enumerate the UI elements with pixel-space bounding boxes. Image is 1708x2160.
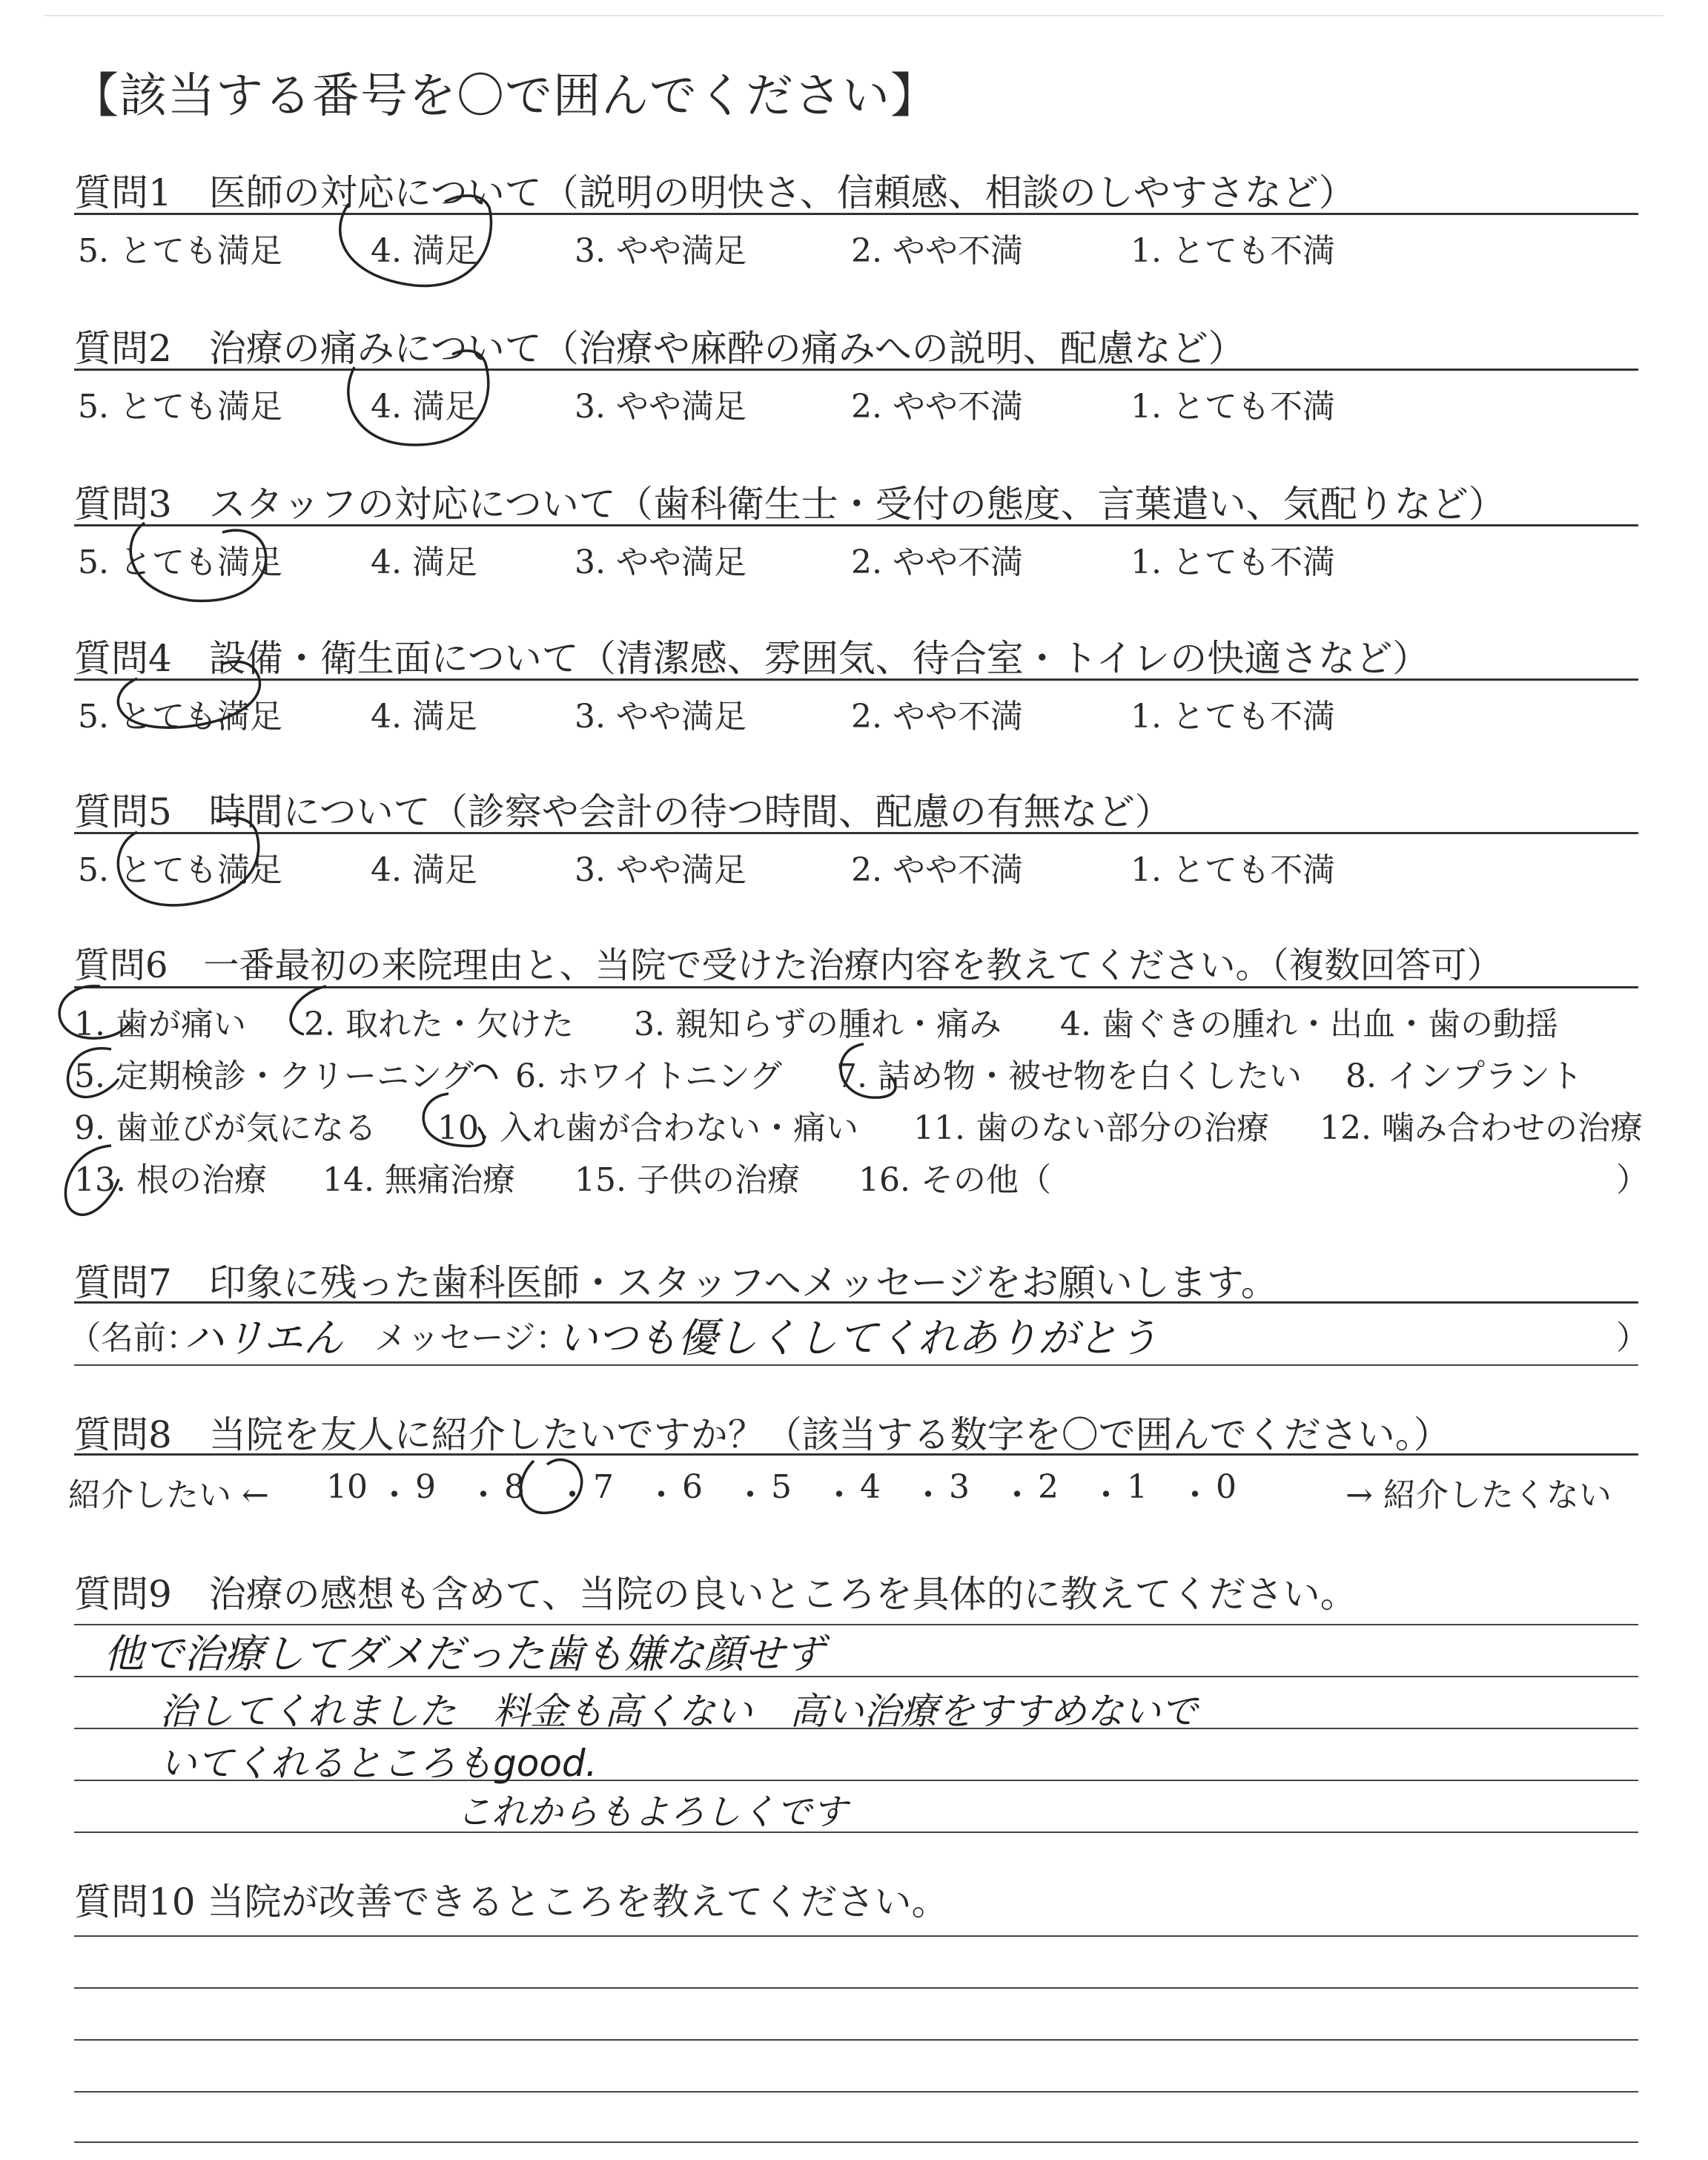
q8-scale-dot: ・ bbox=[912, 1476, 944, 1514]
q6-option-6[interactable]: 6. ホワイトニング bbox=[515, 1057, 783, 1095]
q8-right-label: → 紹介したくない bbox=[1345, 1476, 1612, 1514]
q5-option-2[interactable]: 2. やや不満 bbox=[851, 851, 1023, 889]
q2-option-3[interactable]: 3. やや満足 bbox=[575, 388, 747, 426]
q6-option-13[interactable]: 13. 根の治療 bbox=[74, 1161, 267, 1199]
q2-rule bbox=[74, 369, 1638, 371]
q7-name-value[interactable]: ハリエん bbox=[184, 1315, 343, 1361]
q2-title: 質問2 治療の痛みについて（治療や麻酔の痛みへの説明、配慮など） bbox=[74, 327, 1245, 370]
q8-scale-dot: ・ bbox=[467, 1476, 500, 1514]
q5-option-3[interactable]: 3. やや満足 bbox=[575, 851, 747, 889]
q8-scale-9[interactable]: 9 bbox=[415, 1468, 436, 1506]
q1-option-3[interactable]: 3. やや満足 bbox=[575, 232, 747, 270]
q6-option-10[interactable]: 10. 入れ歯が合わない・痛い bbox=[437, 1109, 858, 1147]
q4-option-3[interactable]: 3. やや満足 bbox=[575, 698, 747, 736]
q8-title: 質問8 当院を友人に紹介したいですか？（該当する数字を〇で囲んでください。） bbox=[74, 1413, 1451, 1456]
q4-option-5[interactable]: 5. とても満足 bbox=[78, 698, 282, 736]
q8-scale-7[interactable]: 7 bbox=[593, 1468, 614, 1506]
q6-title: 質問6 一番最初の来院理由と、当院で受けた治療内容を教えてください。（複数回答可） bbox=[74, 945, 1503, 986]
q6-rule bbox=[74, 986, 1638, 988]
q4-option-4[interactable]: 4. 満足 bbox=[371, 698, 477, 736]
q3-option-3[interactable]: 3. やや満足 bbox=[575, 544, 747, 581]
q6-option-7[interactable]: 7. 詰め物・被せ物を白くしたい bbox=[836, 1057, 1302, 1095]
q8-scale-8[interactable]: 8 bbox=[504, 1468, 525, 1506]
q6-option-15[interactable]: 15. 子供の治療 bbox=[575, 1161, 800, 1199]
q3-option-5[interactable]: 5. とても満足 bbox=[78, 544, 282, 581]
q8-scale-10[interactable]: 10 bbox=[326, 1468, 368, 1506]
q8-scale-dot: ・ bbox=[823, 1476, 855, 1514]
q8-scale-dot: ・ bbox=[645, 1476, 678, 1514]
q1-option-5[interactable]: 5. とても満足 bbox=[78, 232, 282, 270]
q10-title: 質問10 当院が改善できるところを教えてください。 bbox=[74, 1880, 949, 1923]
q2-option-5[interactable]: 5. とても満足 bbox=[78, 388, 282, 426]
q7-message-value[interactable]: いつも優しくしてくれありがとう bbox=[557, 1315, 1158, 1361]
q8-scale-dot: ・ bbox=[1090, 1476, 1122, 1514]
q2-option-2[interactable]: 2. やや不満 bbox=[851, 388, 1023, 426]
q7-name-label: （名前： bbox=[68, 1319, 199, 1357]
q7-close: ） bbox=[1616, 1319, 1649, 1357]
q5-option-5[interactable]: 5. とても満足 bbox=[78, 851, 282, 889]
q5-option-4[interactable]: 4. 満足 bbox=[371, 851, 477, 889]
q8-scale-5[interactable]: 5 bbox=[771, 1468, 792, 1506]
q8-scale-dot: ・ bbox=[1001, 1476, 1033, 1514]
q4-rule bbox=[74, 678, 1638, 681]
q4-title: 質問4 設備・衛生面について（清潔感、雰囲気、待合室・トイレの快適さなど） bbox=[74, 637, 1430, 680]
q7-rule bbox=[74, 1301, 1638, 1304]
q8-scale-3[interactable]: 3 bbox=[949, 1468, 970, 1506]
q6-option-11[interactable]: 11. 歯のない部分の治療 bbox=[913, 1109, 1269, 1147]
q10-line-5 bbox=[74, 2141, 1638, 2143]
q8-scale-dot: ・ bbox=[734, 1476, 767, 1514]
q6-option-14[interactable]: 14. 無痛治療 bbox=[322, 1161, 515, 1199]
q6-option-2[interactable]: 2. 取れた・欠けた bbox=[304, 1005, 574, 1043]
q6-option-9[interactable]: 9. 歯並びが気になる bbox=[74, 1109, 377, 1147]
q10-line-3 bbox=[74, 2039, 1638, 2041]
q8-left-label: 紹介したい ← bbox=[68, 1476, 269, 1514]
q8-scale-dot: ・ bbox=[556, 1476, 589, 1514]
q6-circle-6-mark bbox=[474, 1066, 497, 1079]
q1-rule bbox=[74, 213, 1638, 215]
q2-option-4[interactable]: 4. 満足 bbox=[371, 388, 477, 426]
q1-option-4[interactable]: 4. 満足 bbox=[371, 232, 477, 270]
q2-option-1[interactable]: 1. とても不満 bbox=[1131, 388, 1335, 426]
q8-scale-dot: ・ bbox=[1179, 1476, 1211, 1514]
q5-option-1[interactable]: 1. とても不満 bbox=[1131, 851, 1335, 889]
q3-title: 質問3 スタッフの対応について（歯科衛生士・受付の態度、言葉遣い、気配りなど） bbox=[74, 483, 1506, 526]
q7-answer-rule bbox=[74, 1364, 1638, 1366]
q6-option-1[interactable]: 1. 歯が痛い bbox=[74, 1005, 246, 1043]
instruction-header: 【該当する番号を〇で囲んでください】 bbox=[71, 69, 939, 124]
q8-rule bbox=[74, 1453, 1638, 1456]
q8-scale-dot: ・ bbox=[378, 1476, 411, 1514]
q3-option-1[interactable]: 1. とても不満 bbox=[1131, 544, 1335, 581]
q6-option-3[interactable]: 3. 親知らずの腫れ・痛み bbox=[634, 1005, 1002, 1043]
q8-scale-1[interactable]: 1 bbox=[1127, 1468, 1148, 1506]
q6-option-8[interactable]: 8. インプラント bbox=[1345, 1057, 1583, 1095]
top-border bbox=[44, 15, 1664, 16]
q6-option-12[interactable]: 12. 噛み合わせの治療 bbox=[1320, 1109, 1643, 1147]
q8-scale-6[interactable]: 6 bbox=[682, 1468, 703, 1506]
q4-option-1[interactable]: 1. とても不満 bbox=[1131, 698, 1335, 736]
q9-title: 質問9 治療の感想も含めて、当院の良いところを具体的に教えてください。 bbox=[74, 1573, 1357, 1616]
q9-answer-3[interactable]: いてくれるところもgood. bbox=[159, 1742, 598, 1785]
q3-option-2[interactable]: 2. やや不満 bbox=[851, 544, 1023, 581]
q9-answer-4[interactable]: これからもよろしくです bbox=[456, 1791, 848, 1833]
q6-other-close: ） bbox=[1616, 1161, 1649, 1199]
q1-option-2[interactable]: 2. やや不満 bbox=[851, 232, 1023, 270]
q9-line-5 bbox=[74, 1832, 1638, 1833]
q3-option-4[interactable]: 4. 満足 bbox=[371, 544, 477, 581]
q1-option-1[interactable]: 1. とても不満 bbox=[1131, 232, 1335, 270]
q10-line-1 bbox=[74, 1935, 1638, 1937]
q3-rule bbox=[74, 524, 1638, 526]
q7-title: 質問7 印象に残った歯科医師・スタッフへメッセージをお願いします。 bbox=[74, 1261, 1278, 1304]
q8-scale-0[interactable]: 0 bbox=[1216, 1468, 1237, 1506]
q10-line-4 bbox=[74, 2091, 1638, 2093]
q9-answer-1[interactable]: 他で治療してダメだった歯も嫌な顔せず bbox=[104, 1631, 824, 1677]
q9-answer-2[interactable]: 治してくれました 料金も高くない 高い治療をすすめないで bbox=[159, 1690, 1198, 1733]
q8-scale-4[interactable]: 4 bbox=[860, 1468, 881, 1506]
q7-message-label: メッセージ： bbox=[374, 1319, 569, 1357]
q8-scale-2[interactable]: 2 bbox=[1038, 1468, 1059, 1506]
q4-option-2[interactable]: 2. やや不満 bbox=[851, 698, 1023, 736]
q6-option-16[interactable]: 16. その他（ bbox=[858, 1161, 1051, 1199]
q6-option-5[interactable]: 5. 定期検診・クリーニング bbox=[74, 1057, 474, 1095]
q5-rule bbox=[74, 832, 1638, 834]
q10-line-2 bbox=[74, 1987, 1638, 1989]
q6-option-4[interactable]: 4. 歯ぐきの腫れ・出血・歯の動揺 bbox=[1060, 1005, 1558, 1043]
q5-title: 質問5 時間について（診察や会計の待つ時間、配慮の有無など） bbox=[74, 790, 1172, 833]
q1-title: 質問1 医師の対応について（説明の明快さ、信頼感、相談のしやすさなど） bbox=[74, 171, 1356, 214]
